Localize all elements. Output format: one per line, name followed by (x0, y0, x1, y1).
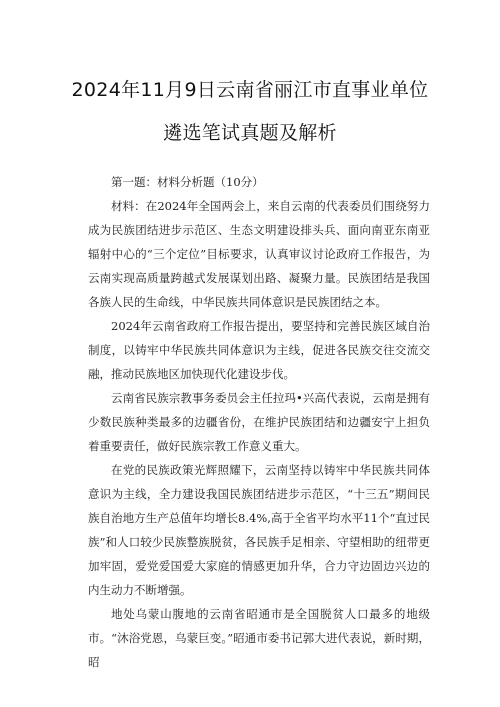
document-title (0, 78, 500, 145)
title-line-1: 2024年11月9日云南省丽江市直事业单位 (71, 79, 429, 101)
paragraph-material: 材料：在2024年全国两会上，来自云南的代表委员们围绕努力成为民族团结进步示范区、生态文明建设排头兵、面向南亚东南亚辐射中心的“三个定位”目标要求，认真审议讨论政府工作报告，为云南实现高质量跨越式发展谋划出路、凝聚力量。民族团结是我国各族人民的生命线，中华民族共同体意识是民族团结之本。 (88, 199, 430, 309)
paragraph-government-report: 2024年云南省政府工作报告提出，要坚持和完善民族区域自治制度，以铸牢中华民族共同体意识为主线，促进各民族交往交流交融，推动民族地区加快现代化建设步伐。 (88, 319, 430, 381)
paragraph-ethnic-affairs: 云南省民族宗教事务委员会主任拉玛•兴高代表说，云南是拥有少数民族种类最多的边疆省份，在维护民族团结和边疆安宁上担负着重要责任，做好民族宗教工作意义重大。 (88, 391, 430, 453)
paragraph-zhaotong: 地处乌蒙山腹地的云南省昭通市是全国脱贫人口最多的地级市。“沐浴党恩，乌蒙巨变。”昭通市委书记郭大进代表说，新时期，昭 (88, 607, 430, 669)
title-line-2: 遴选笔试真题及解析 (163, 122, 337, 144)
document-body (88, 170, 430, 674)
paragraph-ethnic-policy: 在党的民族政策光辉照耀下，云南坚持以铸牢中华民族共同体意识为主线，全力建设我国民族团结进步示范区，“十三五”期间民族自治地方生产总值年均增长8.4%,高于全省平均水平11个“直过民族”和人口较少民族整族脱贫，各民族手足相亲、守望相助的纽带更加牢固，爱党爱国爱大家庭的情感更加升华，合力守边固边兴边的内生动力不断增强。 (88, 463, 430, 597)
section-heading: 第一题：材料分析题（10分） (111, 175, 264, 189)
